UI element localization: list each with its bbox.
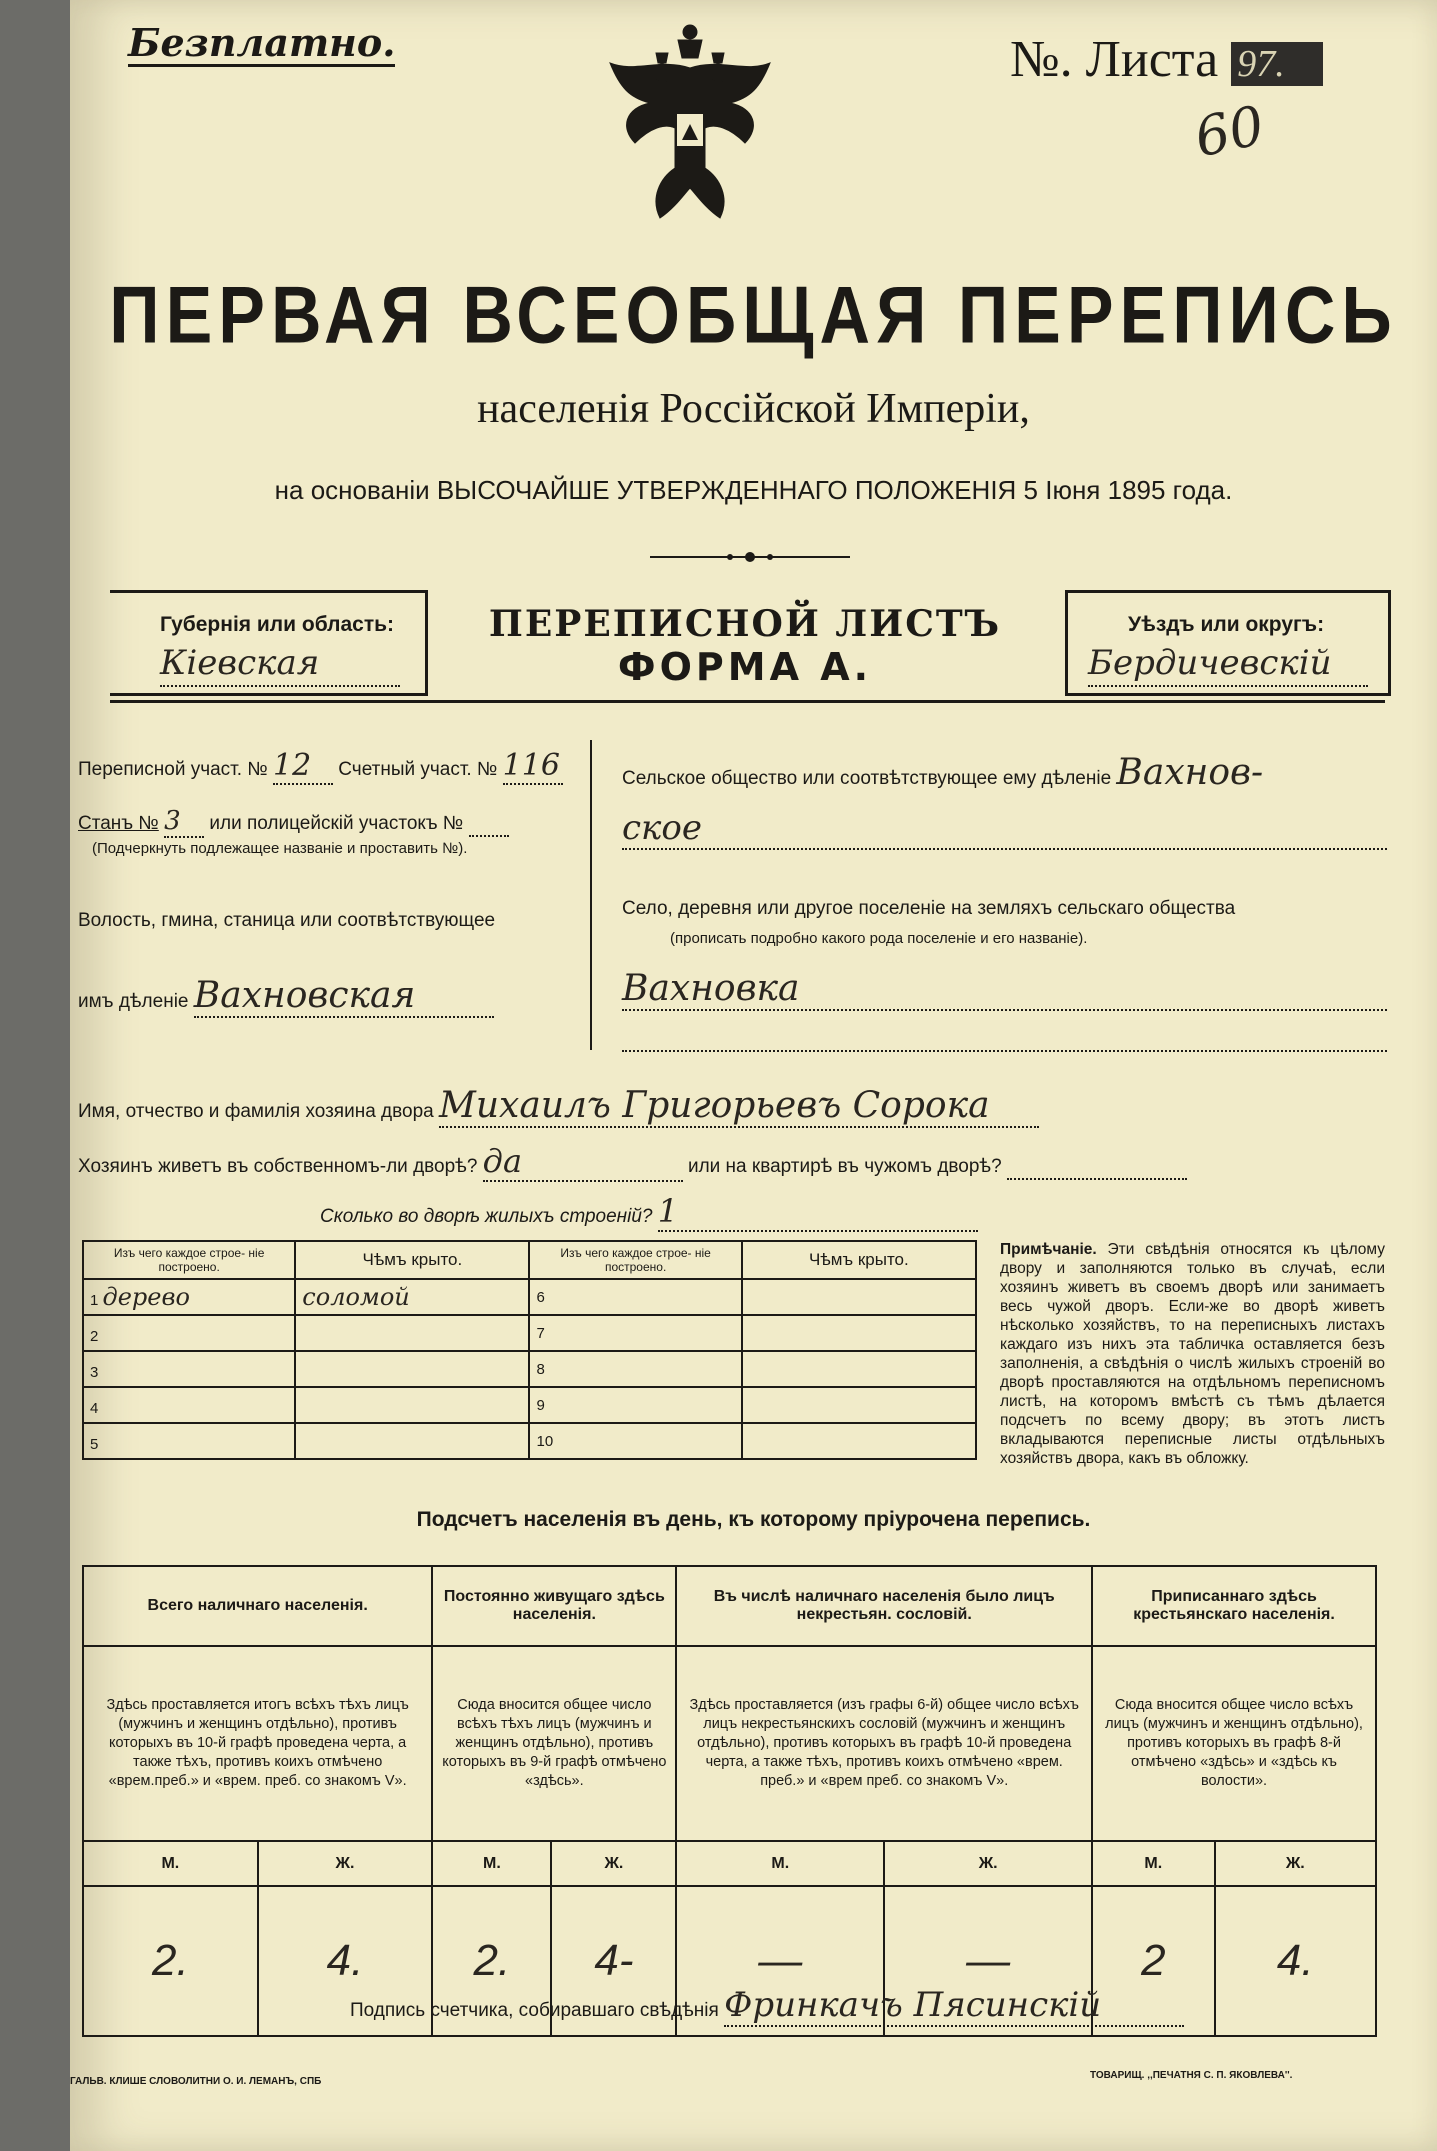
police-value [469, 813, 509, 837]
building-roof-cell [295, 1315, 529, 1351]
footer-right: ТОВАРИЩ. ,,ПЕЧАТНЯ С. П. ЯКОВЛЕВА''. [1090, 2070, 1293, 2081]
own-yard-value: да [483, 1142, 683, 1182]
buildings-label: Сколько во дворѣ жилыхъ строеній? [320, 1206, 653, 1227]
count-group-title: Всего наличнаго населенія. [83, 1566, 432, 1646]
perepis-uch [78, 748, 563, 785]
male-count: 2 [1092, 1886, 1214, 2036]
police-label: или полицейскій участокъ № [209, 813, 464, 834]
volost-field [78, 975, 494, 1018]
owner-name [78, 1085, 1039, 1128]
form-name-line2: ФОРМА А. [617, 645, 873, 689]
schet-uch-label: Счетный участ. № [338, 759, 498, 780]
building-material-cell [529, 1423, 741, 1459]
building-material-cell [83, 1315, 295, 1351]
form-title: ПЕРВАЯ ВСЕОБЩАЯ ПЕРЕПИСЬ [109, 270, 1398, 360]
buildings-row [83, 1387, 976, 1423]
female-header: Ж. [1215, 1841, 1376, 1886]
col-material-header: Изъ чего каждое строе- ніе построено. [83, 1241, 295, 1279]
stan-value: 3 [164, 806, 204, 838]
note-lead: Примѣчаніе. [1000, 1241, 1097, 1258]
volost-value: Вахновская [194, 975, 494, 1018]
selo-extra-line [622, 1050, 1387, 1052]
owner-name-value: Михаилъ Григорьевъ Сорока [439, 1085, 1039, 1128]
perepis-uch-value: 12 [273, 748, 333, 785]
count-group-title: Постоянно живущаго здѣсь населенія. [432, 1566, 676, 1646]
buildings-value: 1 [658, 1192, 978, 1232]
sheet-number-label: №. Листа [1010, 31, 1219, 88]
header-rule [110, 700, 1385, 703]
buildings [320, 1192, 978, 1232]
col-material-header-2: Изъ чего каждое строе- ніе построено. [529, 1241, 741, 1279]
building-roof-cell [742, 1315, 976, 1351]
selo-note: (прописать подробно какого рода поселеніе и его названіе). [670, 930, 1088, 947]
male-count: 2. [432, 1886, 551, 2036]
building-material-cell [83, 1423, 295, 1459]
building-number: 2 [90, 1328, 99, 1345]
male-header: М. [83, 1841, 258, 1886]
gubernia-value: Кіевская [160, 643, 400, 687]
building-material-cell [529, 1315, 741, 1351]
obshchestvo [622, 752, 1263, 793]
column-divider [590, 740, 592, 1050]
signature-label: Подпись счетчика, собиравшаго свѣдѣнія [350, 2000, 719, 2021]
female-count: 4. [1215, 1886, 1376, 2036]
form-name-line1: ПЕРЕПИСНОЙ ЛИСТЪ [488, 603, 1002, 645]
uezd-box [1065, 590, 1391, 696]
building-material-cell [529, 1279, 741, 1315]
building-roof: соломой [302, 1283, 410, 1311]
count-group-title: Въ числѣ наличнаго населенія было лицъ некрестьян. сословій. [676, 1566, 1092, 1646]
population-table [82, 1565, 1377, 2037]
note-text: Эти свѣдѣнія относятся къ цѣлому двору и заполняются только въ случаѣ, если хозяинъ живетъ въ своемъ дворѣ или занимаетъ весь чужой дворъ. Если-же во дворѣ живетъ нѣсколько хозяйствъ, то на переписныхъ листахъ каждаго изъ нихъ эта табличка оставляется безъ заполненія, а свѣдѣнія о числѣ жилыхъ строеній во дворѣ проставляются на отдѣльномъ переписномъ листѣ, на которомъ вмѣстѣ съ тѣмъ дѣлается подсчетъ по всему двору; въ этотъ листъ вкладываются переписные листы отдѣльныхъ хозяйствъ двора, какъ въ обложку. [1000, 1241, 1385, 1467]
building-material-cell [83, 1351, 295, 1387]
sheet-number [1010, 30, 1323, 89]
building-roof-cell [295, 1387, 529, 1423]
form-name [425, 603, 1065, 689]
buildings-row [83, 1279, 976, 1315]
double-headed-eagle-emblem [590, 18, 790, 248]
building-number: 10 [536, 1432, 554, 1450]
building-number: 9 [536, 1396, 545, 1414]
building-number: 1 [90, 1292, 99, 1309]
stan-note: (Подчеркнуть подлежащее названіе и проставить №). [92, 840, 468, 857]
form-subtitle: населенія Россійской Имперіи, [477, 386, 1030, 432]
male-count: 2. [83, 1886, 258, 2036]
building-number: 5 [90, 1436, 99, 1453]
schet-uch-value: 116 [503, 748, 563, 785]
male-count: — [676, 1886, 884, 2036]
footer-left: ГАЛЬВ. КЛИШЕ СЛОВОЛИТНИ О. И. ЛЕМАНЪ, СПБ [70, 2076, 322, 2087]
building-roof-cell [742, 1279, 976, 1315]
female-header: Ж. [551, 1841, 676, 1886]
other-yard-label: или на квартирѣ въ чужомъ дворѣ? [687, 1156, 1002, 1177]
obshchestvo-value2: ское [622, 808, 1387, 850]
female-header: Ж. [884, 1841, 1092, 1886]
female-count: 4- [551, 1886, 676, 2036]
building-material-cell [529, 1351, 741, 1387]
building-material-cell [529, 1387, 741, 1423]
male-header: М. [1092, 1841, 1214, 1886]
sheet-number-value: 97. [1231, 42, 1323, 86]
building-roof-cell [295, 1351, 529, 1387]
own-yard-label: Хозяинъ живетъ въ собственномъ-ли дворѣ? [78, 1156, 478, 1177]
buildings-row [83, 1351, 976, 1387]
obshchestvo-value1: Вахнов- [1116, 752, 1264, 793]
female-header: Ж. [258, 1841, 433, 1886]
col-roof-header: Чѣмъ крыто. [295, 1241, 529, 1279]
building-number: 4 [90, 1400, 99, 1417]
buildings-row [83, 1423, 976, 1459]
signature-value: Фринкачъ Пясинскій [724, 1985, 1184, 2027]
selo-value: Вахновка [622, 968, 1387, 1011]
count-group-desc: Здѣсь проставляется итогъ всѣхъ тѣхъ лицъ (мужчинъ и женщинъ отдѣльно), противъ которыхъ въ 10-й графѣ проведена черта, а также тѣхъ, противъ коихъ отмѣчено «врем.преб.» и «врем. преб. со знакомъ V». [83, 1646, 432, 1841]
uezd-value: Бердичевскій [1088, 643, 1368, 687]
gubernia-box [110, 590, 428, 696]
note-block [1000, 1240, 1385, 1468]
building-roof-cell [295, 1423, 529, 1459]
male-header: М. [676, 1841, 884, 1886]
count-group-title: Приписаннаго здѣсь крестьянскаго населенія. [1092, 1566, 1376, 1646]
buildings-row [83, 1315, 976, 1351]
building-roof-cell [742, 1351, 976, 1387]
count-group-desc: Здѣсь проставляется (изъ графы 6-й) общее число всѣхъ лицъ некрестьянскихъ сословій (мужчинъ и женщинъ отдѣльно), противъ которыхъ въ графѣ 10-й проведена черта, а также тѣхъ, противъ коихъ отмѣчено «врем. преб.» и «врем преб. со знакомъ V». [676, 1646, 1092, 1841]
building-roof-cell [295, 1279, 529, 1315]
uezd-label: Уѣздъ или округъ: [1128, 613, 1325, 636]
count-heading: Подсчетъ населенія въ день, къ которому пріурочена перепись. [416, 1508, 1091, 1531]
count-group-desc: Сюда вносится общее число всѣхъ лицъ (мужчинъ и женщинъ отдѣльно), противъ которыхъ въ графѣ 8-й отмѣчено «здѣсь» и «здѣсь къ волости». [1092, 1646, 1376, 1841]
stan [78, 806, 509, 838]
obshchestvo-label: Сельское общество или соотвѣтствующее ему дѣленіе [622, 768, 1112, 789]
free-label: Безплатно. [128, 20, 396, 65]
stan-label: Станъ № [78, 813, 159, 834]
gubernia-label: Губернія или область: [160, 613, 395, 636]
selo-label: Село, деревня или другое поселеніе на земляхъ сельскаго общества [622, 898, 1236, 919]
census-form-sheet [70, 0, 1437, 2151]
building-roof-cell [742, 1423, 976, 1459]
owner-name-label: Имя, отчество и фамилія хозяина двора [78, 1101, 434, 1122]
building-number: 6 [536, 1288, 545, 1306]
building-number: 7 [536, 1324, 545, 1342]
male-header: М. [432, 1841, 551, 1886]
signature [350, 1985, 1184, 2027]
col-roof-header-2: Чѣмъ крыто. [742, 1241, 976, 1279]
ornament-divider [650, 550, 850, 564]
building-number: 3 [90, 1364, 99, 1381]
other-yard-value [1007, 1156, 1187, 1180]
building-roof-cell [742, 1387, 976, 1423]
building-number: 8 [536, 1360, 545, 1378]
count-group-desc: Сюда вносится общее число всѣхъ тѣхъ лицъ (мужчинъ и женщинъ отдѣльно), противъ которыхъ въ 9-й графѣ отмѣчено «здѣсь». [432, 1646, 676, 1841]
volost-label2: имъ дѣленіе [78, 991, 189, 1012]
female-count: 4. [258, 1886, 433, 2036]
buildings-rows [83, 1279, 976, 1459]
own-yard [78, 1142, 1187, 1182]
building-material-cell [83, 1279, 295, 1315]
volost-label: Волость, гмина, станица или соотвѣтствующее [78, 910, 496, 931]
margin-number: 60 [1189, 93, 1270, 170]
female-count: — [884, 1886, 1092, 2036]
building-material: дерево [102, 1283, 190, 1311]
buildings-table [82, 1240, 977, 1460]
perepis-uch-label: Переписной участ. № [78, 759, 268, 780]
building-material-cell [83, 1387, 295, 1423]
legal-basis: на основаніи ВЫСОЧАЙШЕ УТВЕРЖДЕННАГО ПОЛОЖЕНІЯ 5 Іюня 1895 года. [274, 475, 1233, 505]
